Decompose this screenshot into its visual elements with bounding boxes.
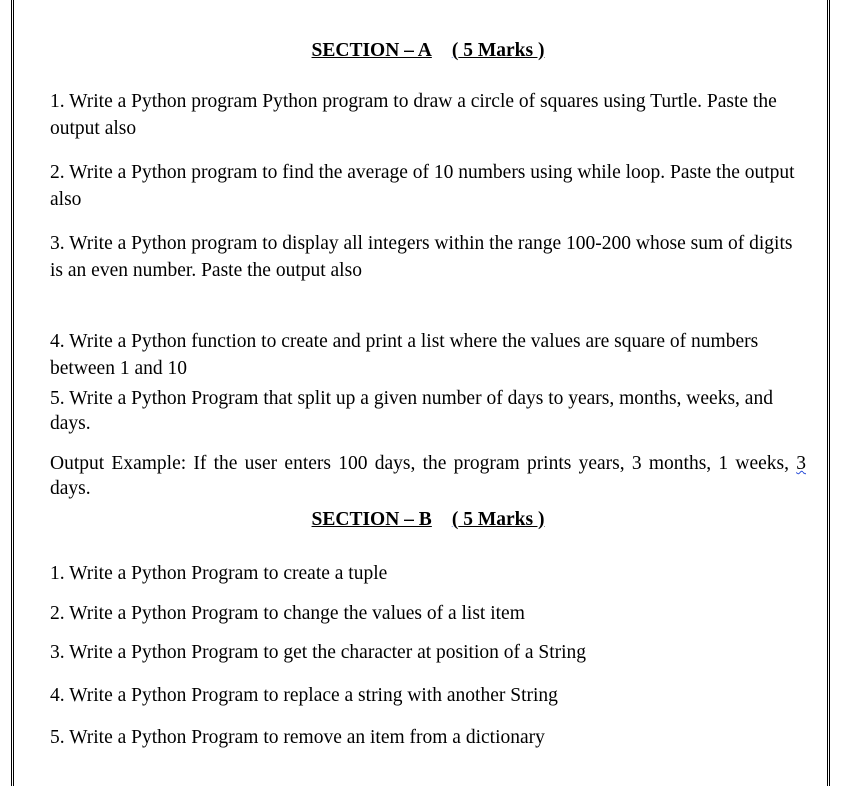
output-example-prefix: Output Example: If the user enters 100 days, the program prints years, 3 months, 1 weeks, xyxy=(50,453,797,474)
section-b-marks: 5 Marks ) xyxy=(458,509,545,530)
section-b-heading xyxy=(50,508,806,532)
section-a-question-5: 5. Write a Python Program that split up a given number of days to years, months, weeks, and days. xyxy=(50,388,773,434)
section-a-question-1: 1. Write a Python program Python program to draw a circle of squares using Turtle. Paste the output also xyxy=(50,91,777,139)
section-b-question-4: 4. Write a Python Program to replace a string with another String xyxy=(50,685,558,706)
output-example-suffix: days. xyxy=(50,478,91,499)
section-b-title: SECTION – B xyxy=(311,509,432,530)
section-b-marks-open: ( xyxy=(451,509,459,530)
section-a-marks: 5 Marks ) xyxy=(458,40,545,61)
section-a-marks-open: ( xyxy=(451,40,459,61)
section-a-question-3: 3. Write a Python program to display all integers within the range 100-200 whose sum of digits is an even number. Paste the output also xyxy=(50,233,793,281)
section-a-title: SECTION – A xyxy=(311,40,432,61)
section-b-question-5: 5. Write a Python Program to remove an item from a dictionary xyxy=(50,727,545,748)
section-b-question-1: 1. Write a Python Program to create a tuple xyxy=(50,563,388,584)
section-b-question-3: 3. Write a Python Program to get the character at position of a String xyxy=(50,642,587,663)
section-a-question-4: 4. Write a Python function to create and print a list where the values are square of numbers between 1 and 10 xyxy=(50,331,759,379)
section-a-question-2: 2. Write a Python program to find the average of 10 numbers using while loop. Paste the output also xyxy=(50,162,795,210)
output-example xyxy=(50,451,806,501)
output-example-number: 3 xyxy=(796,453,806,474)
section-a-heading xyxy=(50,39,806,63)
section-b-question-2: 2. Write a Python Program to change the values of a list item xyxy=(50,603,525,624)
